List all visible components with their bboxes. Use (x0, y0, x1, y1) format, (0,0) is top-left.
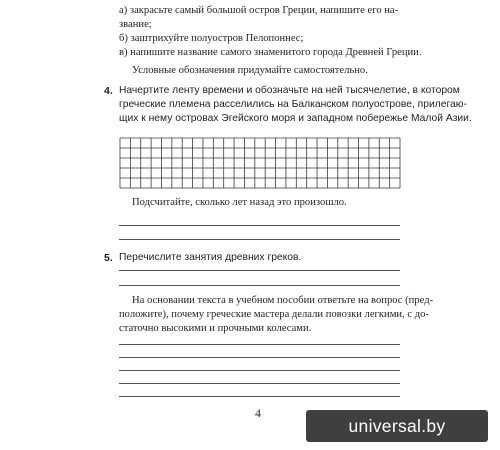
answer-line[interactable] (119, 370, 400, 371)
answer-line[interactable] (119, 396, 400, 397)
text-line: звание; (119, 19, 152, 30)
task-text-line: статочно высокими и прочными колесами. (119, 323, 312, 334)
answer-line[interactable] (119, 357, 400, 358)
watermark-badge: universal.by (306, 410, 488, 442)
task-question: Подсчитайте, сколько лет назад это произошло. (132, 197, 347, 208)
answer-line[interactable] (119, 383, 400, 384)
task-text: Перечислите занятия древних греков. (119, 252, 302, 263)
answer-line[interactable] (119, 225, 400, 226)
answer-line[interactable] (119, 344, 400, 345)
task-text-line: На основании текста в учебном пособии ответьте на вопрос (пред- (132, 295, 434, 306)
text-line: в) напишите название самого знаменитого города Древней Греции. (119, 47, 422, 58)
page-number: 4 (255, 406, 261, 420)
answer-line[interactable] (119, 239, 400, 240)
text-line: а) закрасьте самый большой остров Греции, напишите его на- (119, 5, 399, 16)
text-line: б) заштрихуйте полуостров Пелопоннес; (119, 33, 304, 44)
task-text-line: щих к нему островах Эгейского моря и западном побережье Малой Азии. (119, 113, 472, 124)
task-text-line: положите), почему греческие мастера делали повозки легкими, с до- (119, 309, 429, 320)
task-number: 5. (104, 252, 113, 264)
legend-note: Условные обозначения придумайте самостоятельно. (132, 65, 368, 76)
task-text-line: греческие племена расселились на Балканском полуострове, прилегаю- (119, 99, 467, 110)
answer-line[interactable] (119, 270, 400, 271)
task-number: 4. (104, 85, 113, 97)
answer-line[interactable] (119, 285, 400, 286)
task-text-line: Начертите ленту времени и обозначьте на ней тысячелетие, в котором (119, 85, 460, 96)
timeline-grid[interactable] (119, 137, 401, 189)
